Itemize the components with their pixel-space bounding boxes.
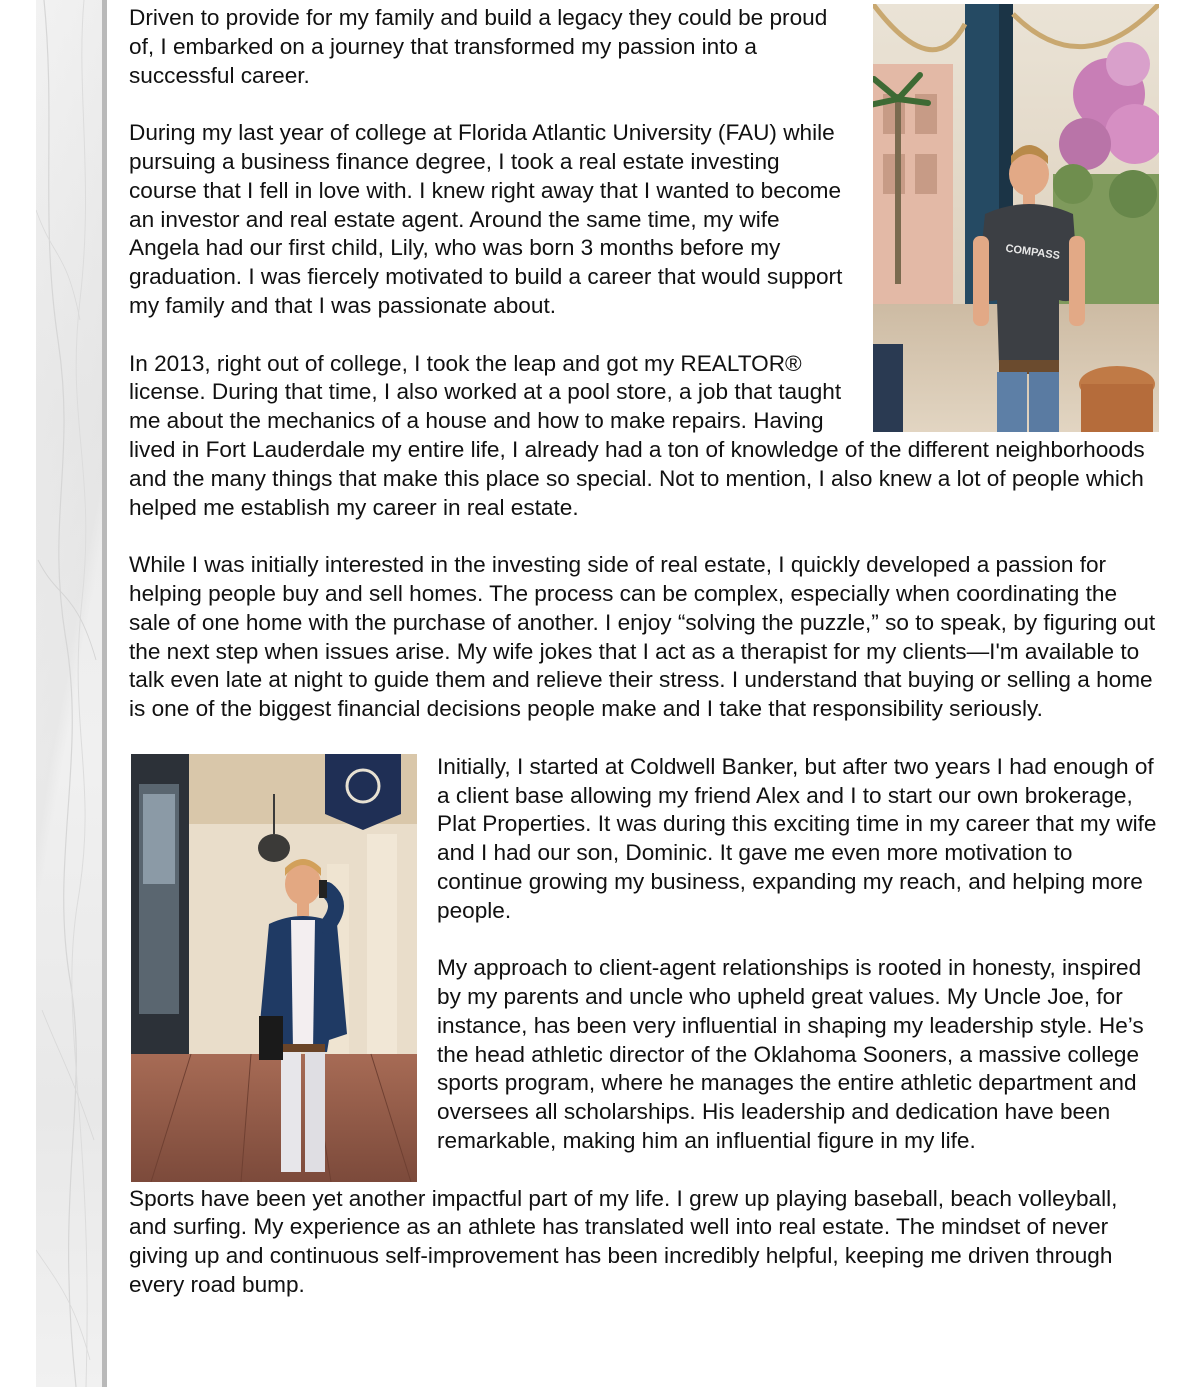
compass-shirt-text: COMPASS <box>1004 242 1061 263</box>
paragraph-5: Initially, I started at Coldwell Banker, but after two years I had enough of a client base allowing my friend Alex and I to start our own brokerage, Plat Properties. It was during this exciting time in my career that my wife and I had our son, Dominic. It gave me even more motivation to continue growing my business, expanding my reach, and helping more people. <box>437 753 1157 923</box>
paragraph-6: My approach to client-agent relationships is rooted in honesty, inspired by my parents and uncle who upheld great values. My Uncle Joe, for instance, has been very influential in shaping my leadership style. He’s the head athletic director of the Oklahoma Sooners, a massive college sports program, where he manages the entire athletic department and oversees all scholarships. His leadership and dedication have been remarkable, making him an influential figure in my life. <box>437 955 1144 1154</box>
page-left-edge <box>0 0 36 1387</box>
vertical-rule <box>102 0 107 1387</box>
paragraph-3: In 2013, right out of college, I took the leap and got my REALTOR® license. During that time, I also worked at a pool store, a job that taught me about the mechanics of a house and how to make repairs. Having lived in Fort Lauderdale my entire life, I already had a ton of knowledge of the different neighborhoods and the many things that make this place so special. Not to mention, I also knew a lot of people which helped me establish my career in real estate. <box>129 350 1145 520</box>
paragraph-2: During my last year of college at Florida Atlantic University (FAU) while pursuing a business finance degree, I took a real estate investing course that I fell in love with. I knew right away that I wanted to become an investor and real estate agent. Around the same time, my wife Angela had our first child, Lily, who was born 3 months before my graduation. I was fiercely motivated to build a career that would support my family and that I was passionate about. <box>129 120 843 318</box>
photo-agent-on-phone <box>131 754 417 1182</box>
paragraph-1: Driven to provide for my family and build a legacy they could be proud of, I embarked on a journey that transformed my passion into a successful career. <box>129 5 828 88</box>
marble-border-decoration <box>36 0 102 1387</box>
paragraph-4: While I was initially interested in the investing side of real estate, I quickly developed a passion for helping people buy and sell homes. The process can be complex, especially when coordinating the sale of one home with the purchase of another. I enjoy “solving the puzzle,” so to speak, by figuring out the next step when issues arise. My wife jokes that I act as a therapist for my clients—I'm available to talk even late at night to guide them and relieve their stress. I understand that buying or selling a home is one of the biggest financial decisions people make and I take that responsibility seriously. <box>129 552 1156 722</box>
article-body <box>129 4 1159 1329</box>
paragraph-7: Sports have been yet another impactful part of my life. I grew up playing baseball, beach volleyball, and surfing. My experience as an athlete has translated well into real estate. The mindset of never giving up and continuous self-improvement has been incredibly helpful, keeping me driven through every road bump. <box>129 1185 1118 1298</box>
photo-agent-compass-shirt <box>873 4 1159 432</box>
